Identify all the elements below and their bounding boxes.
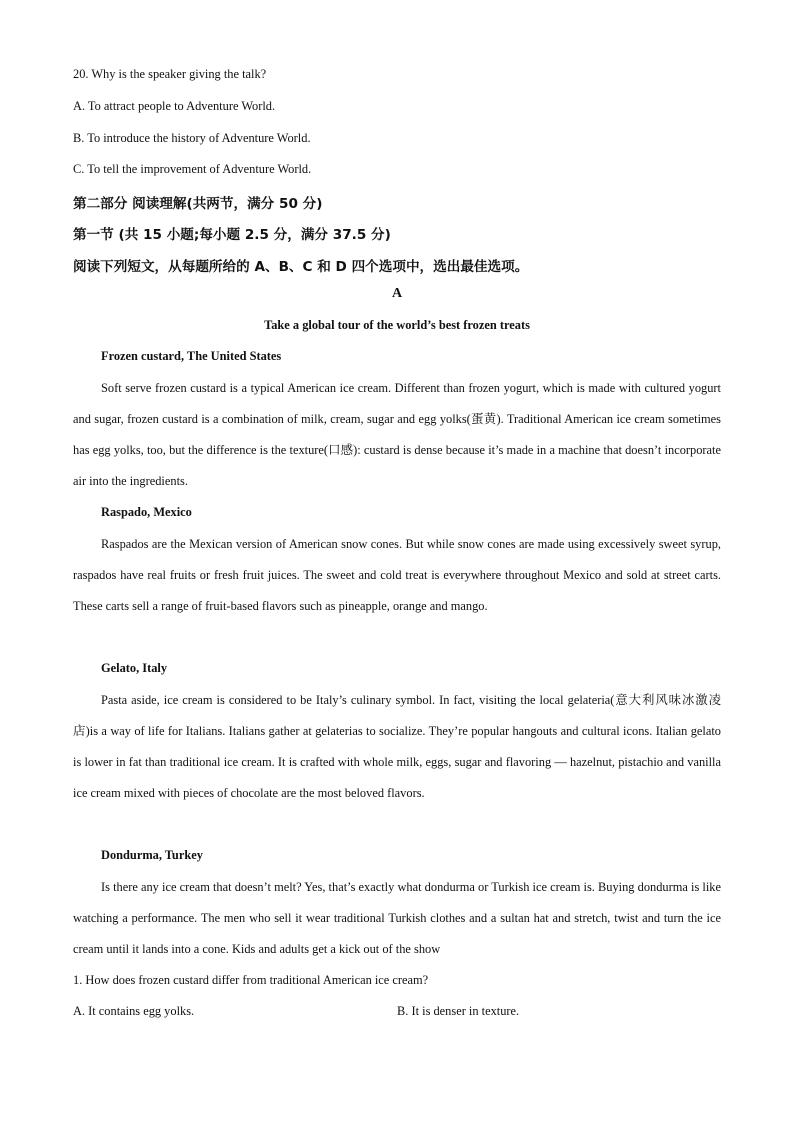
- section-heading-raspado: Raspado, Mexico: [101, 505, 192, 519]
- section-heading-dondurma: Dondurma, Turkey: [101, 848, 203, 862]
- question-20-option-a: A. To attract people to Adventure World.: [73, 99, 276, 113]
- section-heading-custard: Frozen custard, The United States: [101, 349, 282, 363]
- passage-letter: A: [391, 286, 403, 301]
- question-1-option-a: A. It contains egg yolks.: [73, 1004, 195, 1018]
- question-1: 1. How does frozen custard differ from traditional American ice cream?: [73, 973, 429, 987]
- paragraph-raspado: Raspados are the Mexican version of American snow cones. But while snow cones are made using excessively sweet syrup, raspados have real fruits or fresh fruit juices. The sweet and cold treat is everywhere throughout Mexico and sold at street carts. These carts sell a range of fruit-based flavors such as pineapple, orange and mango.: [73, 537, 721, 614]
- paragraph-dondurma: Is there any ice cream that doesn’t melt? Yes, that’s exactly what dondurma or Turkish ice cream is. Buying dondurma is like watching a performance. The men who sell it wear traditional Turkish clothes and a sultan hat and stretch, twist and turn the ice cream until it lands into a cone. Kids and adults get a kick out of the show: [73, 880, 721, 957]
- section-2-part-1: 第一节 (共 15 小题;每小题 2.5 分，满分 37.5 分): [73, 227, 391, 243]
- section-2-title: 第二部分 阅读理解(共两节，满分 50 分): [73, 196, 323, 212]
- section-heading-gelato: Gelato, Italy: [101, 661, 168, 675]
- question-1-option-b: B. It is denser in texture.: [397, 1004, 520, 1018]
- paragraph-gelato: Pasta aside, ice cream is considered to be Italy’s culinary symbol. In fact, visiting the local gelateria(意大利风味冰激凌店)is a way of life for Italians. Italians gather at gelaterias to socialize. They’re popular hangouts and cultural icons. Italian gelato is lower in fat than traditional ice cream. It is crafted with whole milk, eggs, sugar and flavoring — hazelnut, pistachio and vanilla ice cream mixed with pieces of chocolate are the most beloved flavors.: [73, 693, 721, 801]
- passage-title: Take a global tour of the world’s best frozen treats: [264, 318, 530, 332]
- question-20-option-c: C. To tell the improvement of Adventure World.: [73, 162, 312, 176]
- question-20: 20. Why is the speaker giving the talk?: [73, 67, 267, 81]
- question-20-option-b: B. To introduce the history of Adventure World.: [73, 131, 311, 145]
- paragraph-custard: Soft serve frozen custard is a typical American ice cream. Different than frozen yogurt, which is made with cultured yogurt and sugar, frozen custard is a combination of milk, cream, sugar and egg yolks(蛋黄). Traditional American ice cream sometimes has egg yolks, too, but the difference is the texture(口感): custard is dense because it’s made in a machine that doesn’t incorporate air into the ingredients.: [73, 381, 721, 489]
- section-2-instruction: 阅读下列短文，从每题所给的 A、B、C 和 D 四个选项中，选出最佳选项。: [73, 259, 529, 275]
